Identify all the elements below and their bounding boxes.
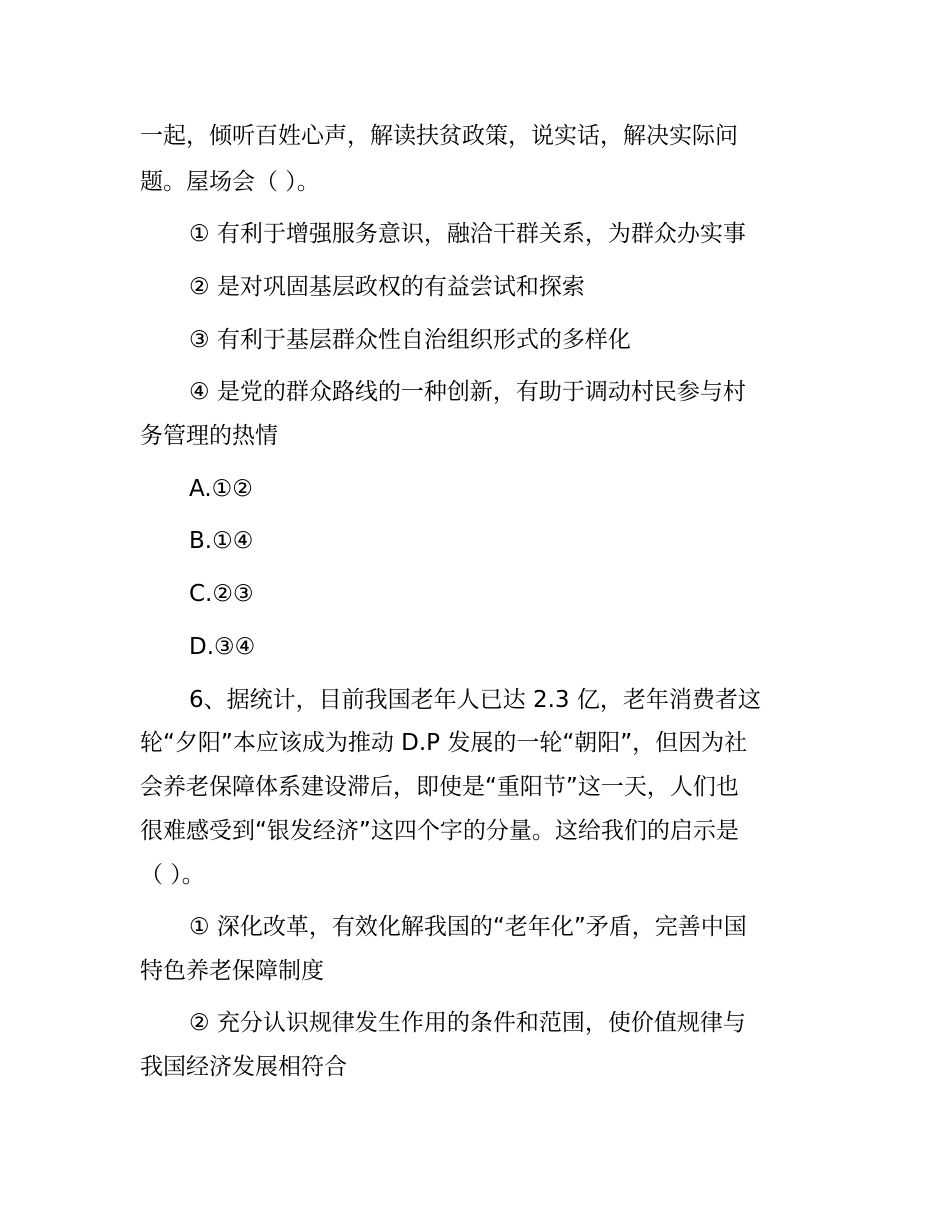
option-item-q6-2-continued: 我国经济发展相符合 — [140, 1054, 347, 1080]
question-6-line-2: 轮“夕阳”本应该成为推动 D.P 发展的一轮“朝阳”，但因为社 — [140, 730, 748, 756]
option-item-q6-1-continued: 特色养老保障制度 — [140, 958, 324, 984]
option-item-4: ④ 是党的群众路线的一种创新，有助于调动村民参与村 — [189, 379, 746, 405]
text-line-1: 一起，倾听百姓心声，解读扶贫政策，说实话，解决实际问 — [140, 123, 738, 149]
answer-choice-c: C.②③ — [189, 581, 254, 607]
text-line-continued: 务管理的热情 — [140, 423, 278, 449]
answer-choice-b: B.①④ — [189, 528, 254, 554]
option-item-2: ② 是对巩固基层政权的有益尝试和探索 — [189, 274, 585, 300]
option-item-q6-1: ① 深化改革，有效化解我国的“老年化”矛盾，完善中国 — [189, 914, 747, 940]
option-item-1: ① 有利于增强服务意识，融洽干群关系，为群众办实事 — [189, 221, 746, 247]
question-6-line-3: 会养老保障体系建设滞后，即使是“重阳节”这一天，人们也 — [140, 774, 739, 800]
option-item-q6-2: ② 充分认识规律发生作用的条件和范围，使价值规律与 — [189, 1010, 746, 1036]
question-6-line-1: 6、据统计，目前我国老年人已达 2.3 亿，老年消费者这 — [189, 687, 761, 713]
question-6-line-4: 很难感受到“银发经济”这四个字的分量。这给我们的启示是 — [140, 818, 739, 844]
question-6-line-5: （ ）。 — [140, 862, 205, 888]
answer-choice-d: D.③④ — [189, 634, 256, 660]
answer-choice-a: A.①② — [189, 476, 253, 502]
option-item-3: ③ 有利于基层群众性自治组织形式的多样化 — [189, 327, 631, 353]
text-line-2: 题。屋场会（ ）。 — [140, 169, 320, 195]
